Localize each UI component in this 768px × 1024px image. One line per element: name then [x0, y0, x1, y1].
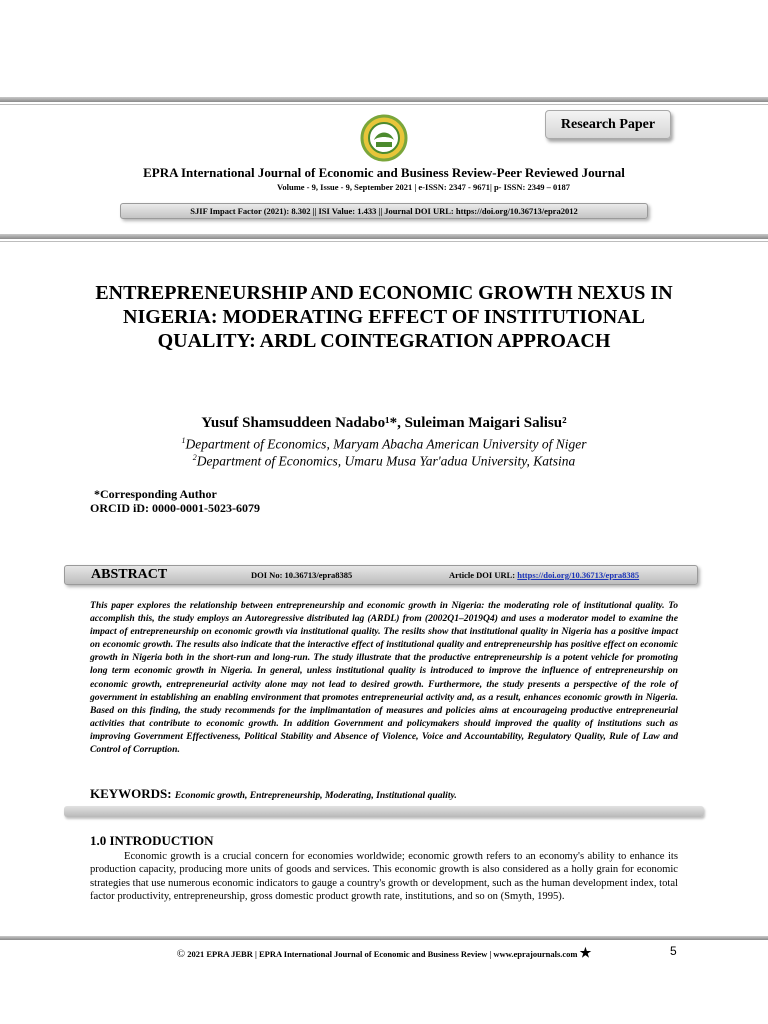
journal-title: EPRA International Journal of Economic and Business Review-Peer Reviewed Journal: [143, 165, 625, 180]
footer-text: 2021 EPRA JEBR | EPRA International Journal of Economic and Business Review | www.eprajournals.com: [185, 949, 580, 959]
doi-number: DOI No: 10.36713/epra8385: [251, 570, 353, 580]
article-doi: [449, 570, 639, 580]
abstract-text: This paper explores the relationship between entrepreneurship and economic growth in Nigeria: the moderating role of institutional quality. To accomplish this, the study employs an Autoregressive distributed lag (ARDL) from (2002Q1–2019Q4) and uses a moderator model to examine the impact of entrepreneurship on economic growth via institutional quality. The resilts show that institutional quality in Nigeria has a positive impact on economic growth. The results also indicate that the interactive effect of institutional quality and entrepreneurship has positive effect on economic growth in Nigeria both in the short-run and long-run. The study illustrate that the productive entrepreneurship is a potent vehicle for promoting long term economic growth in Nigeria. In general, unless institutional quality is introduced to improve the influence of entrepreneurship on economic growth, entrepreneurial activity alone may not lead to desired growth. Furthermore, the study presents a perspective of the role of government in establishing an enabling environment that promotes entrepreneurial activity and, as a result, enhances economic growth in Nigeria. Based on this finding, the study recommends for the implimantation of measures and policies aims at encourageing productive entrepreneurial activities that contribute to economic growth. In addition Government and policymakers should improved the quality of institutions such as improving Government Effectiveness, Political Stability and Absence of Violence, Voice and Accountability, Regulatory Quality, Rule of Law and Control of Corruption.: [90, 600, 678, 756]
keywords-label: KEYWORDS:: [90, 786, 175, 801]
introduction-text: Economic growth is a crucial concern for economies worldwide; economic growth refers to an economy's ability to enhance its production capacity, producing more units of goods and services. This economic growth is also considered as a holly grain for economic strategies that use numerous economic indicators to gauge a country's growth or development, such as the human development index, total factor productivity, entrepreneurship, gross domestic product growth rate, institutions, and so on (Smyth, 1995).: [90, 851, 678, 903]
footer-rule: [0, 936, 768, 940]
page-number: 5: [670, 944, 677, 958]
affiliation-2-text: Department of Economics, Umaru Musa Yar'adua University, Katsina: [196, 453, 576, 469]
introduction-heading: 1.0 INTRODUCTION: [90, 833, 214, 848]
top-rule-thin: [0, 104, 768, 105]
epra-logo-icon: [360, 114, 408, 162]
corresponding-author: *Corresponding Author: [94, 487, 217, 501]
star-icon: ★: [579, 945, 592, 960]
authors: Yusuf Shamsuddeen Nadabo¹*, Suleiman Maigari Salisu²: [201, 415, 567, 431]
top-rule: [0, 97, 768, 102]
affiliation-2: [0, 453, 768, 470]
header-bottom-rule: [0, 234, 768, 239]
affiliation-1-text: Department of Economics, Maryam Abacha American University of Niger: [185, 436, 587, 452]
abstract-bar: [64, 565, 698, 585]
orcid: ORCID iD: 0000-0001-5023-6079: [90, 501, 260, 515]
header-bottom-rule-thin: [0, 241, 768, 242]
section-separator: [64, 806, 704, 817]
article-doi-link[interactable]: https://doi.org/10.36713/epra8385: [517, 570, 640, 580]
abstract-label: ABSTRACT: [91, 567, 168, 582]
impact-factor-bar: SJIF Impact Factor (2021): 8.302 || ISI Value: 1.433 || Journal DOI URL: https://doi.org/10.36713/epra2012: [120, 203, 648, 219]
copyright-icon: ©: [176, 948, 186, 960]
keywords-text: Economic growth, Entrepreneurship, Moderating, Institutional quality.: [174, 790, 457, 801]
research-paper-badge: Research Paper: [545, 110, 671, 139]
affiliation-1-marker: 1: [181, 436, 186, 445]
keywords: [90, 786, 690, 802]
journal-meta: Volume - 9, Issue - 9, September 2021 | e-ISSN: 2347 - 9671| p- ISSN: 2349 – 0187: [277, 182, 570, 192]
article-doi-label: Article DOI URL:: [449, 570, 518, 580]
footer: [0, 945, 768, 961]
affiliation-2-marker: 2: [192, 453, 197, 462]
affiliation-1: [0, 436, 768, 453]
paper-title: ENTREPRENEURSHIP AND ECONOMIC GROWTH NEXUS IN NIGERIA: MODERATING EFFECT OF INSTITUTIONAL QUALITY: ARDL COINTEGRATION APPROACH: [95, 282, 673, 352]
